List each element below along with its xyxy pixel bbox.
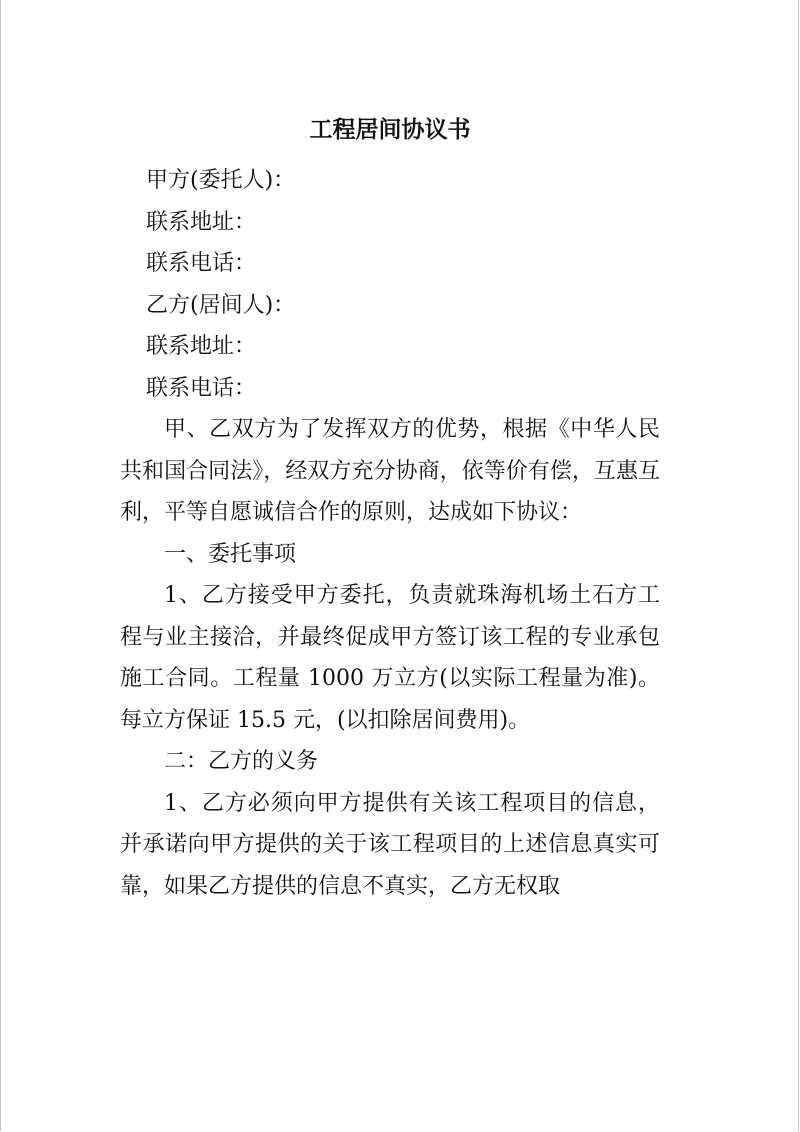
party-b-label: 乙方(居间人)： xyxy=(146,292,296,318)
party-b-phone: 联系电话： xyxy=(146,375,257,401)
party-b-address: 联系地址： xyxy=(146,334,257,359)
section-2-item-1: 1、乙方必须向甲方提供有关该工程项目的信息，并承诺向甲方提供的关于该工程项目的上述信息真实可靠，如果乙方提供的信息不真实，乙方无权取 xyxy=(120,790,660,899)
document-body xyxy=(120,112,660,907)
party-a-phone: 联系电话： xyxy=(146,251,257,276)
section-2-heading: 二：乙方的义务 xyxy=(164,749,319,774)
document-title: 工程居间协议书 xyxy=(309,117,471,143)
preamble-paragraph: 甲、乙双方为了发挥双方的优势，根据《中华人民共和国合同法》，经双方充分协商，依等价有偿，互惠互利，平等自愿诚信合作的原则，达成如下协议： xyxy=(120,417,660,525)
section-1-heading: 一、委托事项 xyxy=(164,541,297,567)
party-a-address: 联系地址： xyxy=(146,209,257,235)
party-a-label: 甲方(委托人)： xyxy=(146,168,296,193)
section-1-item-1: 1、乙方接受甲方委托，负责就珠海机场土石方工程与业主接洽，并最终促成甲方签订该工程的专业承包施工合同。工程量 1000 万立方(以实际工程量为准)。每立方保证 15.5 元，(以扣除居间费用)。 xyxy=(120,583,660,733)
